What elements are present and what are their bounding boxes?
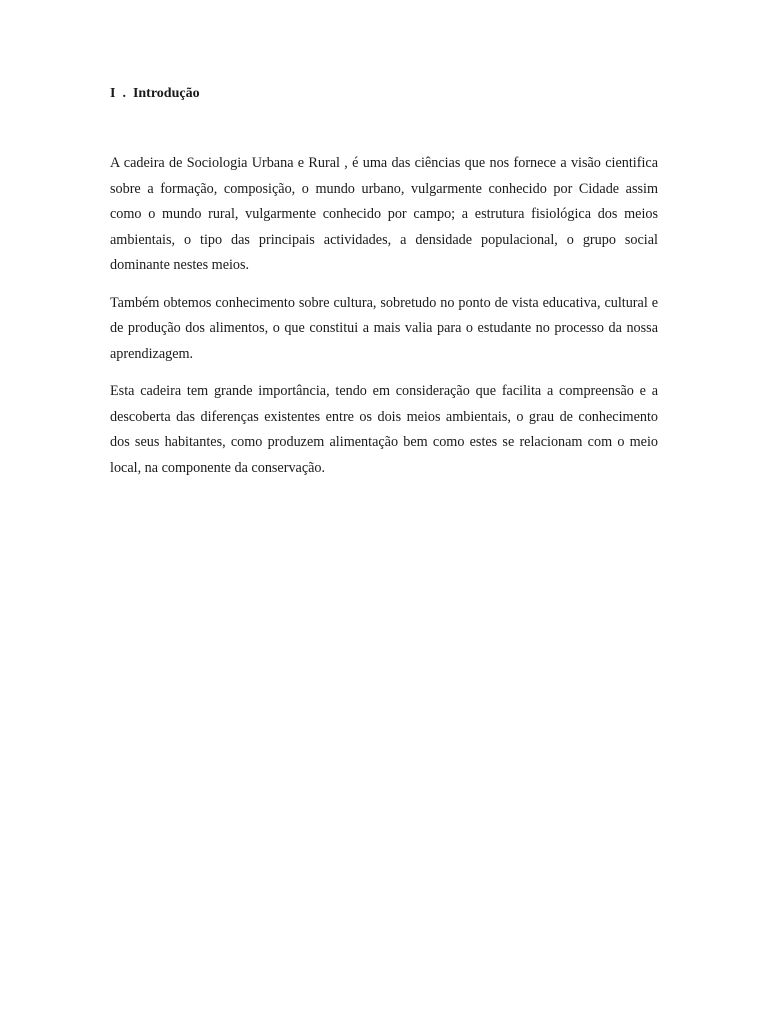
section-heading: I . Introdução [110,86,200,101]
paragraph: A cadeira de Sociologia Urbana e Rural , é uma das ciências que nos fornece a visão cientifica sobre a formação, composição, o mundo urbano, vulgarmente conhecido por Cidade assim como o mundo rural, vulgarmente conhecido por campo; a estrutura fisiológica dos meios ambientais, o tipo das principais actividades, a densidade populacional, o grupo social dominante nestes meios. [110,155,658,273]
paragraph: Esta cadeira tem grande importância, tendo em consideração que facilita a compreensão e a descoberta das diferenças existentes entre os dois meios ambientais, o grau de conhecimento dos seus habitantes, como produzem alimentação bem como estes se relacionam com o meio local, na componente da conservação. [110,383,658,476]
body-text [110,151,658,493]
paragraph: Também obtemos conhecimento sobre cultura, sobretudo no ponto de vista educativa, cultural e de produção dos alimentos, o que constitui a mais valia para o estudante no processo da nossa aprendizagem. [110,294,658,362]
